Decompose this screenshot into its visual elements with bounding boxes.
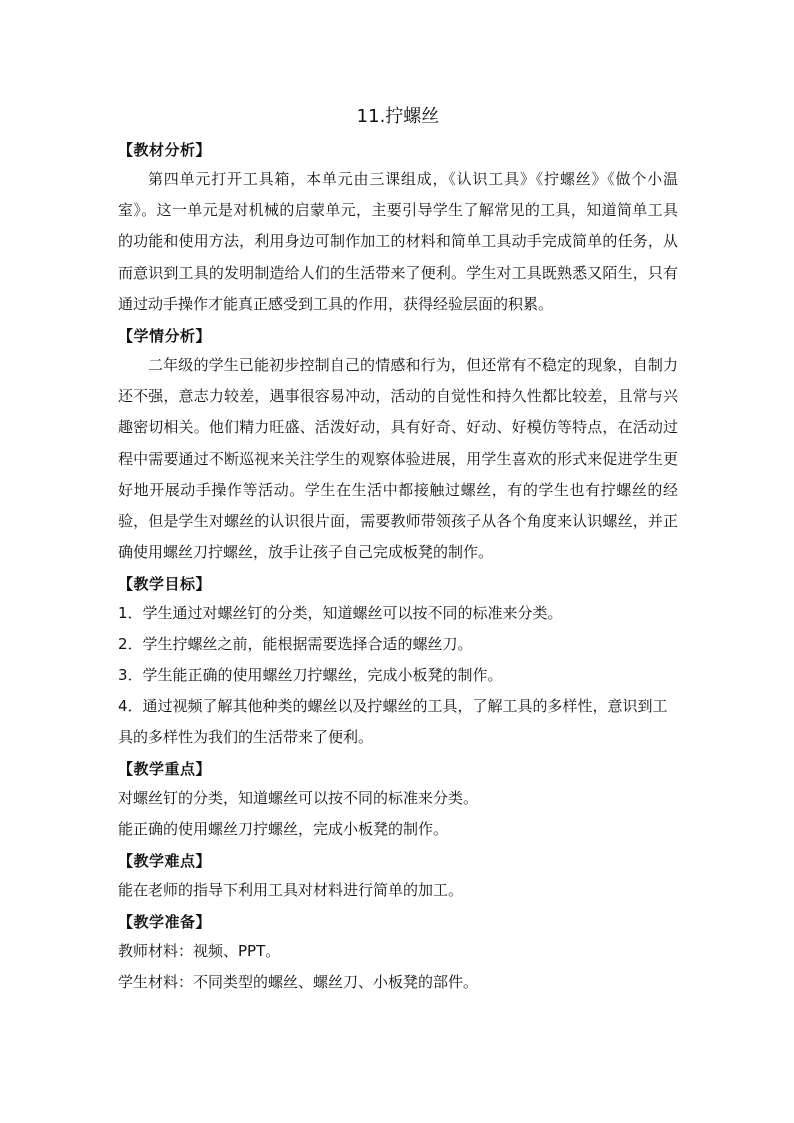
- section-heading-key-points: 【教学重点】: [118, 760, 212, 779]
- goal-item-4: 4．通过视频了解其他种类的螺丝以及拧螺丝的工具，了解工具的多样性，意识到工具的多样性为我们的生活带来了便利。: [118, 697, 668, 747]
- goal-item-3: 3．学生能正确的使用螺丝刀拧螺丝，完成小板凳的制作。: [118, 666, 503, 685]
- student-materials: 学生材料：不同类型的螺丝、螺丝刀、小板凳的部件。: [118, 973, 479, 992]
- goal-item-2: 2．学生拧螺丝之前，能根据需要选择合适的螺丝刀。: [118, 635, 473, 654]
- difficulty-line: 能在老师的指导下利用工具对材料进行简单的加工。: [118, 881, 464, 900]
- teacher-materials: 教师材料：视频、PPT。: [118, 942, 281, 961]
- goal-item-1: 1．学生通过对螺丝钉的分类，知道螺丝可以按不同的标准来分类。: [118, 604, 563, 623]
- section-heading-teaching-goals: 【教学目标】: [118, 575, 212, 594]
- document-body: [118, 100, 678, 998]
- section-heading-difficulties: 【教学难点】: [118, 852, 212, 871]
- section-heading-student-analysis: 【学情分析】: [118, 327, 212, 346]
- key-point-2: 能正确的使用螺丝刀拧螺丝，完成小板凳的制作。: [118, 820, 449, 839]
- student-analysis-paragraph: 二年级的学生已能初步控制自己的情感和行为，但还常有不稳定的现象，自制力还不强，意志力较差，遇事很容易冲动，活动的自觉性和持久性都比较差，且常与兴趣密切相关。他们精力旺盛、活泼好动，具有好奇、好动、好模仿等特点，在活动过程中需要通过不断巡视来关注学生的观察体验进展，用学生喜欢的形式来促进学生更好地开展动手操作等活动。学生在生活中都接触过螺丝，有的学生也有拧螺丝的经验，但是学生对螺丝的认识很片面，需要教师带领孩子从各个角度来认识螺丝，并正确使用螺丝刀拧螺丝，放手让孩子自己完成板凳的制作。: [118, 356, 678, 562]
- section-heading-preparation: 【教学准备】: [118, 913, 212, 932]
- key-point-1: 对螺丝钉的分类，知道螺丝可以按不同的标准来分类。: [118, 789, 479, 808]
- section-heading-textbook-analysis: 【教材分析】: [118, 141, 212, 159]
- document-title: 11.拧螺丝: [356, 106, 440, 127]
- textbook-analysis-paragraph: 第四单元打开工具箱，本单元由三课组成，《认识工具》《拧螺丝》《做个小温室》。这一单元是对机械的启蒙单元，主要引导学生了解常见的工具，知道简单工具的功能和使用方法，利用身边可制作加工的材料和简单工具动手完成简单的任务，从而意识到工具的发明制造给人们的生活带来了便利。学生对工具既熟悉又陌生，只有通过动手操作才能真正感受到工具的作用，获得经验层面的积累。: [118, 170, 678, 313]
